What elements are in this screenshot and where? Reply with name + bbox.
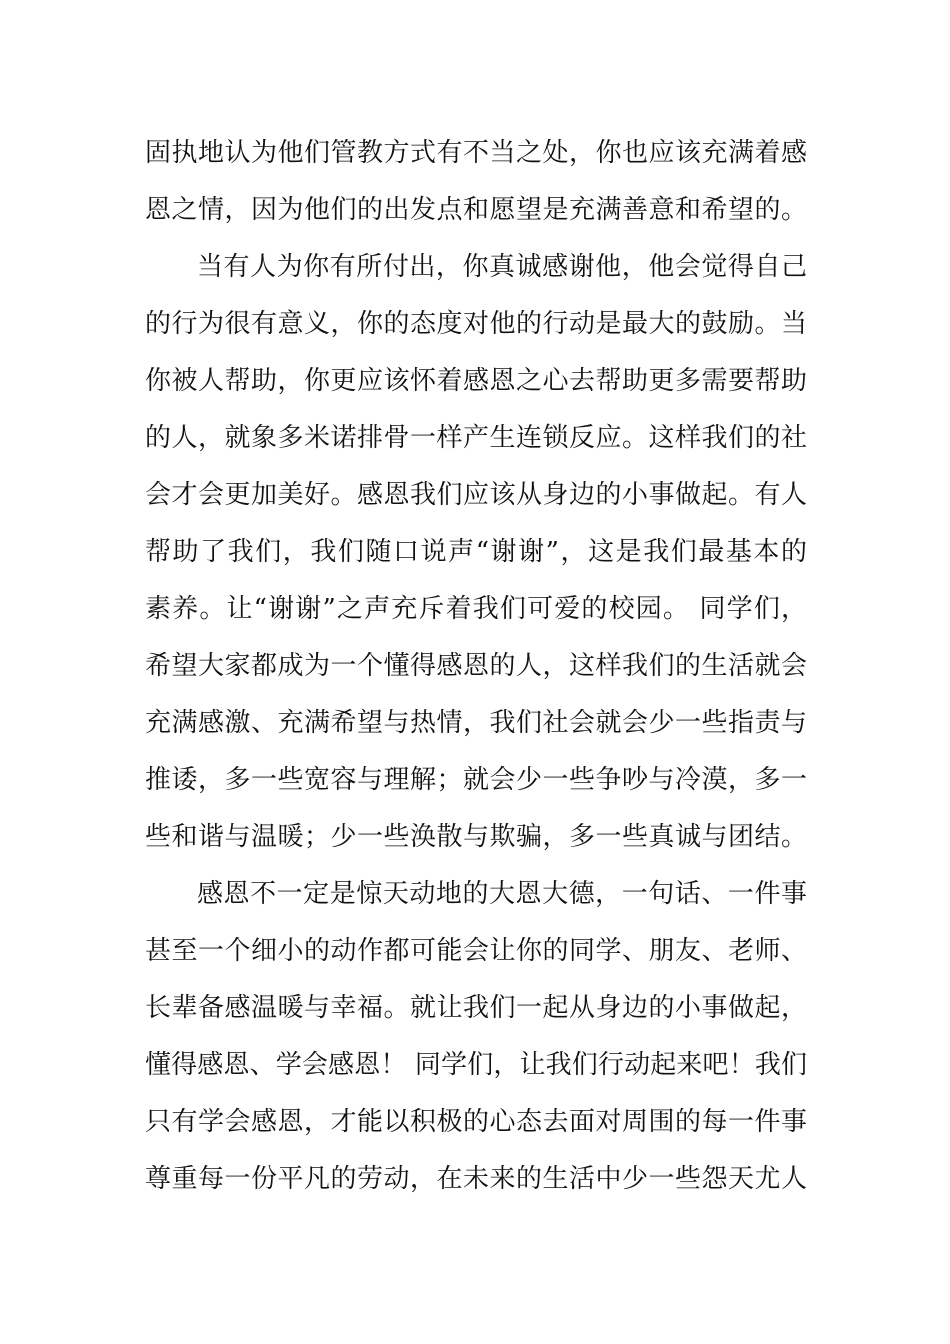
text-line: 甚至一个细小的动作都可能会让你的同学、朋友、老师、 xyxy=(145,936,807,966)
text-line: 素养。让“谢谢”之声充斥着我们可爱的校园。 同学们， xyxy=(145,594,807,624)
text-line: 你被人帮助，你更应该怀着感恩之心去帮助更多需要帮助 xyxy=(145,366,807,396)
text-line: 帮助了我们，我们随口说声“谢谢”，这是我们最基本的 xyxy=(145,537,807,567)
text-line: 推诿，多一些宽容与理解；就会少一些争吵与冷漠，多一 xyxy=(145,765,807,795)
text-line: 长辈备感温暖与幸福。就让我们一起从身边的小事做起， xyxy=(145,993,807,1023)
text-line: 会才会更加美好。感恩我们应该从身边的小事做起。有人 xyxy=(145,480,807,510)
text-line: 些和谐与温暖；少一些涣散与欺骗，多一些真诚与团结。 xyxy=(145,822,807,852)
text-line: 只有学会感恩，才能以积极的心态去面对周围的每一件事 xyxy=(145,1107,807,1137)
text-line: 懂得感恩、学会感恩！ 同学们，让我们行动起来吧！我们 xyxy=(145,1050,807,1080)
text-line: 尊重每一份平凡的劳动，在未来的生活中少一些怨天尤人 xyxy=(145,1164,807,1194)
paragraph-start-line: 感恩不一定是惊天动地的大恩大德，一句话、一件事 xyxy=(197,879,807,909)
text-line: 恩之情，因为他们的出发点和愿望是充满善意和希望的。 xyxy=(145,195,807,225)
text-line: 希望大家都成为一个懂得感恩的人，这样我们的生活就会 xyxy=(145,651,807,681)
text-line: 充满感激、充满希望与热情，我们社会就会少一些指责与 xyxy=(145,708,807,738)
paragraph-start-line: 当有人为你有所付出，你真诚感谢他，他会觉得自己 xyxy=(197,252,807,282)
text-line: 固执地认为他们管教方式有不当之处，你也应该充满着感 xyxy=(145,138,807,168)
text-line: 的行为很有意义，你的态度对他的行动是最大的鼓励。当 xyxy=(145,309,807,339)
text-line: 的人，就象多米诺排骨一样产生连锁反应。这样我们的社 xyxy=(145,423,807,453)
